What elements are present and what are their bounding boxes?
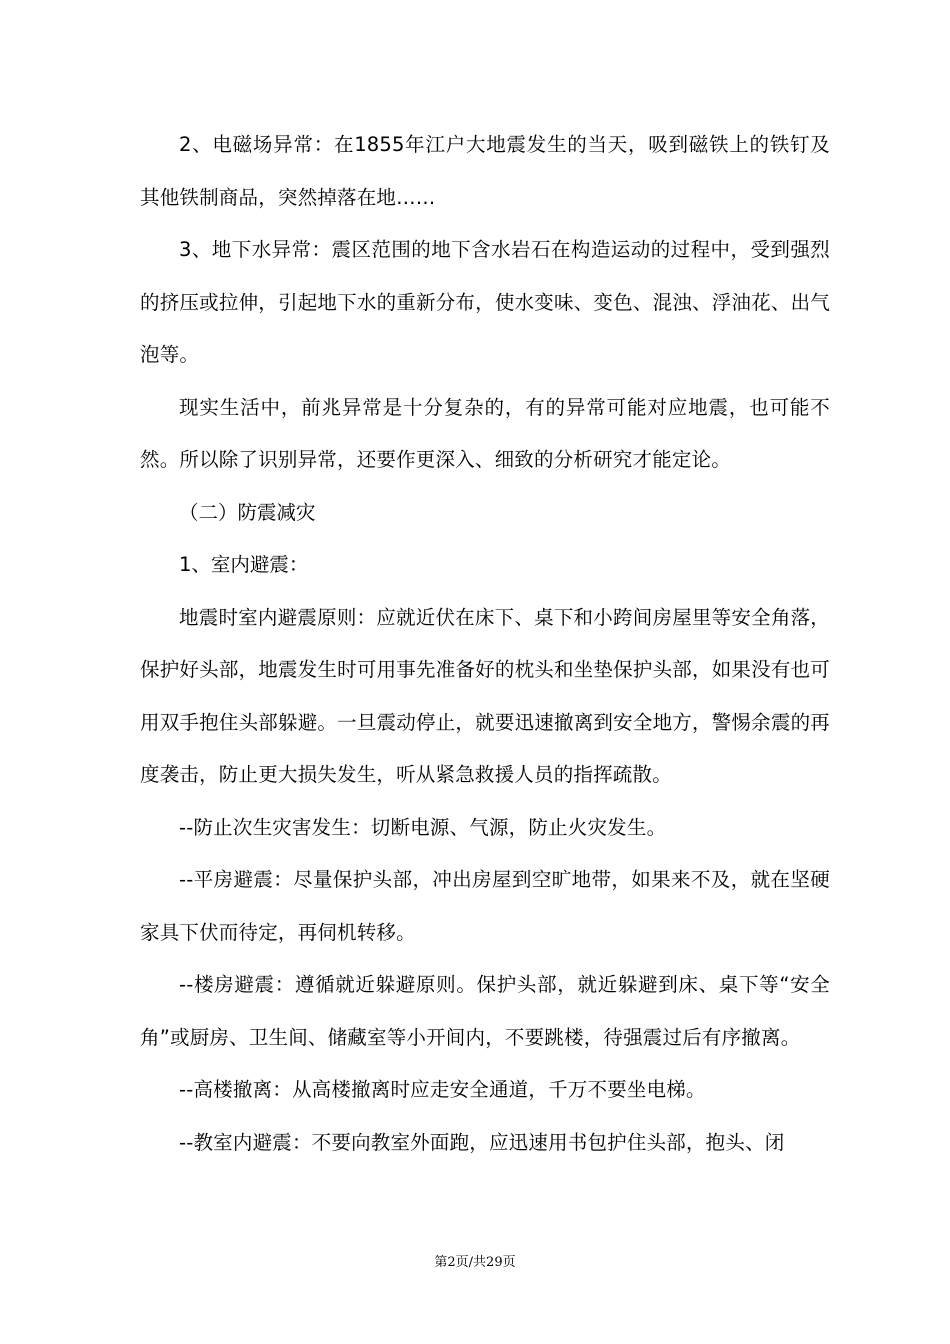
subsection-heading-indoor-shelter: 1、室内避震： [179, 553, 309, 576]
paragraph-indoor-principles: 地震时室内避震原则：应就近伏在床下、桌下和小跨间房屋里等安全角落，保护好头部，地震发生时可用事先准备好的枕头和坐垫保护头部，如果没有也可用双手抱住头部躲避。一旦震动停止，就要迅速撤离到安全地方，警惕余震的再度袭击，防止更大损失发生，听从紧急救援人员的指挥疏散。 [140, 605, 830, 786]
section-heading-disaster-prevention: （二）防震减灾 [179, 500, 316, 524]
document-body [140, 119, 830, 1169]
paragraph-groundwater-anomaly: 3、地下水异常：震区范围的地下含水岩石在构造运动的过程中，受到强烈的挤压或拉伸，引起地下水的重新分布，使水变味、变色、混浊、浮油花、出气泡等。 [140, 238, 830, 366]
list-item-building: --楼房避震：遵循就近躲避原则。保护头部，就近躲避到床、桌下等“安全角”或厨房、卫生间、储藏室等小开间内，不要跳楼，待强震过后有序撤离。 [140, 973, 830, 1049]
list-item-secondary-disaster: --防止次生灾害发生：切断电源、气源，防止火灾发生。 [179, 815, 667, 839]
paragraph-precursor-summary: 现实生活中，前兆异常是十分复杂的，有的异常可能对应地震，也可能不然。所以除了识别异常，还要作更深入、细致的分析研究才能定论。 [140, 395, 830, 471]
list-item-classroom: --教室内避震：不要向教室外面跑，应迅速用书包护住头部，抱头、闭 [179, 1130, 785, 1154]
page-number-footer: 第2页/共29页 [434, 1255, 516, 1270]
list-item-high-rise: --高楼撤离：从高楼撤离时应走安全通道，千万不要坐电梯。 [179, 1078, 706, 1101]
paragraph-electromagnetic-anomaly: 2、电磁场异常：在1855年江户大地震发生的当天，吸到磁铁上的铁钉及其他铁制商品，突然掉落在地…… [140, 133, 830, 209]
list-item-bungalow: --平房避震：尽量保护头部，冲出房屋到空旷地带，如果来不及，就在坚硬家具下伏而待定，再伺机转移。 [140, 868, 830, 944]
